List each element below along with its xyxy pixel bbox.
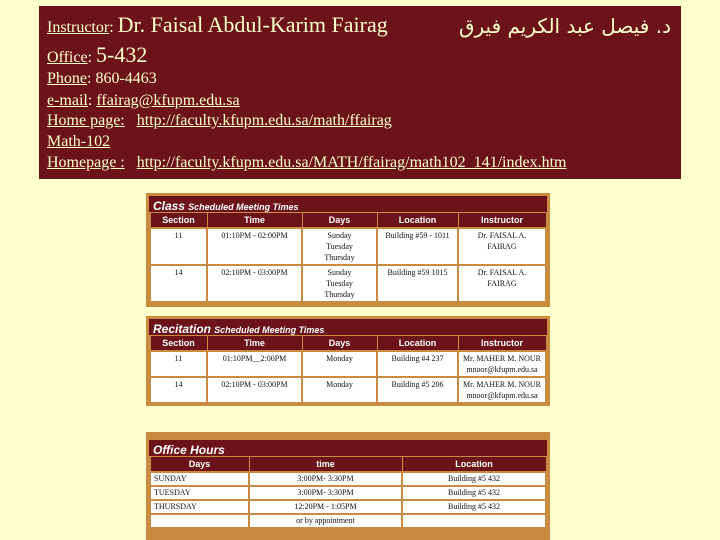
homepage-line — [47, 112, 392, 130]
instructor-arabic-name: د. فيصل عبد الكريم فيرق — [458, 14, 671, 38]
instructor-name: Dr. Faisal Abdul-Karim Fairag — [117, 12, 388, 37]
email-label: e-mail — [47, 92, 88, 109]
instructor-label: Instructor — [47, 19, 110, 36]
recitation-panel — [146, 316, 550, 406]
table-row — [150, 265, 546, 302]
recitation-title-big: Recitation — [153, 322, 212, 336]
recitation-title — [149, 319, 547, 335]
table-cell: 02:10PM - 03:00PM — [207, 377, 302, 403]
table-row — [150, 514, 546, 528]
class-schedule-table — [149, 212, 547, 303]
table-cell: 14 — [150, 377, 207, 403]
homepage-label: Home page: — [47, 112, 125, 129]
col-days: Days — [302, 336, 377, 352]
table-row — [150, 377, 546, 403]
table-cell: Building #4 237 — [377, 351, 458, 377]
col-section: Section — [150, 213, 207, 229]
table-row — [150, 500, 546, 514]
table-cell: Building #5 432 — [402, 500, 546, 514]
table-cell: 02:10PM - 03:00PM — [207, 265, 302, 302]
table-cell: 11 — [150, 351, 207, 377]
table-cell: Sunday Tuesday Thursday — [302, 228, 377, 265]
table-cell: 01:10PM - 02:00PM — [207, 228, 302, 265]
table-row — [150, 228, 546, 265]
course-line — [47, 133, 110, 151]
office-label: Office — [47, 49, 88, 66]
table-cell: Building #59 1015 — [377, 265, 458, 302]
table-cell: or by appointment — [249, 514, 402, 528]
table-cell: Dr. FAISAL A. FAIRAG — [458, 265, 546, 302]
table-cell: Monday — [302, 377, 377, 403]
col-location: Location — [377, 213, 458, 229]
table-cell: Dr. FAISAL A. FAIRAG — [458, 228, 546, 265]
col-time: Time — [207, 336, 302, 352]
phone-label: Phone — [47, 70, 87, 87]
office-line: Office: 5-432 — [47, 42, 148, 67]
office-value: 5-432 — [96, 42, 148, 67]
homepage-link[interactable]: http://faculty.kfupm.edu.sa/math/ffairag — [136, 112, 392, 129]
course-homepage-label: Homepage : — [47, 154, 125, 171]
phone-value: 860-4463 — [95, 70, 157, 87]
instructor-line: Instructor: Dr. Faisal Abdul-Karim Fairag — [47, 12, 388, 37]
table-row — [150, 351, 546, 377]
class-schedule-panel — [146, 193, 550, 307]
col-instructor: Instructor — [458, 336, 546, 352]
table-cell: 12:20PM - 1:05PM — [249, 500, 402, 514]
table-cell: Mr. MAHER M. NOUR mnoor@kfupm.edu.sa — [458, 351, 546, 377]
table-cell: 11 — [150, 228, 207, 265]
course-label: Math-102 — [47, 133, 111, 150]
phone-line: Phone: 860-4463 — [47, 70, 157, 87]
office-hours-title — [149, 440, 547, 456]
office-hours-table — [149, 456, 547, 529]
table-cell: Sunday Tuesday Thursday — [302, 265, 377, 302]
table-cell: SUNDAY — [150, 472, 249, 486]
instructor-header — [39, 6, 681, 179]
col-time: time — [249, 457, 402, 473]
table-row — [150, 472, 546, 486]
office-hours-header-row — [150, 457, 546, 473]
table-row — [150, 486, 546, 500]
office-hours-title-text: Office Hours — [153, 443, 225, 457]
table-cell: Mr. MAHER M. NOUR mnoor@kfupm.edu.sa — [458, 377, 546, 403]
class-title-big: Class — [153, 199, 186, 213]
table-cell: 01:10PM__2:00PM — [207, 351, 302, 377]
col-section: Section — [150, 336, 207, 352]
course-homepage-link[interactable]: http://faculty.kfupm.edu.sa/MATH/ffairag/math102_141/index.htm — [136, 154, 567, 171]
col-instructor: Instructor — [458, 213, 546, 229]
col-location: Location — [402, 457, 546, 473]
class-schedule-title — [149, 196, 547, 212]
class-schedule-header-row — [150, 213, 546, 229]
table-cell: 3:00PM- 3:30PM — [249, 472, 402, 486]
table-cell: Monday — [302, 351, 377, 377]
office-hours-panel — [146, 432, 550, 540]
recitation-header-row — [150, 336, 546, 352]
table-cell: Building #59 - 1011 — [377, 228, 458, 265]
col-days: Days — [150, 457, 249, 473]
email-link[interactable]: ffairag@kfupm.edu.sa — [96, 92, 240, 109]
recitation-table — [149, 335, 547, 404]
table-cell: Building #5 432 — [402, 486, 546, 500]
course-homepage-line — [47, 154, 566, 172]
table-cell: 3:00PM- 3:30PM — [249, 486, 402, 500]
table-cell: Building #5 432 — [402, 472, 546, 486]
table-cell — [402, 514, 546, 528]
col-location: Location — [377, 336, 458, 352]
class-title-small: Scheduled Meeting Times — [188, 202, 299, 212]
table-cell — [150, 514, 249, 528]
recitation-title-small: Scheduled Meeting Times — [214, 325, 325, 335]
table-cell: TUESDAY — [150, 486, 249, 500]
col-time: Time — [207, 213, 302, 229]
col-days: Days — [302, 213, 377, 229]
table-cell: Building #5 206 — [377, 377, 458, 403]
table-cell: 14 — [150, 265, 207, 302]
email-line: e-mail: ffairag@kfupm.edu.sa — [47, 92, 240, 109]
table-cell: THURSDAY — [150, 500, 249, 514]
